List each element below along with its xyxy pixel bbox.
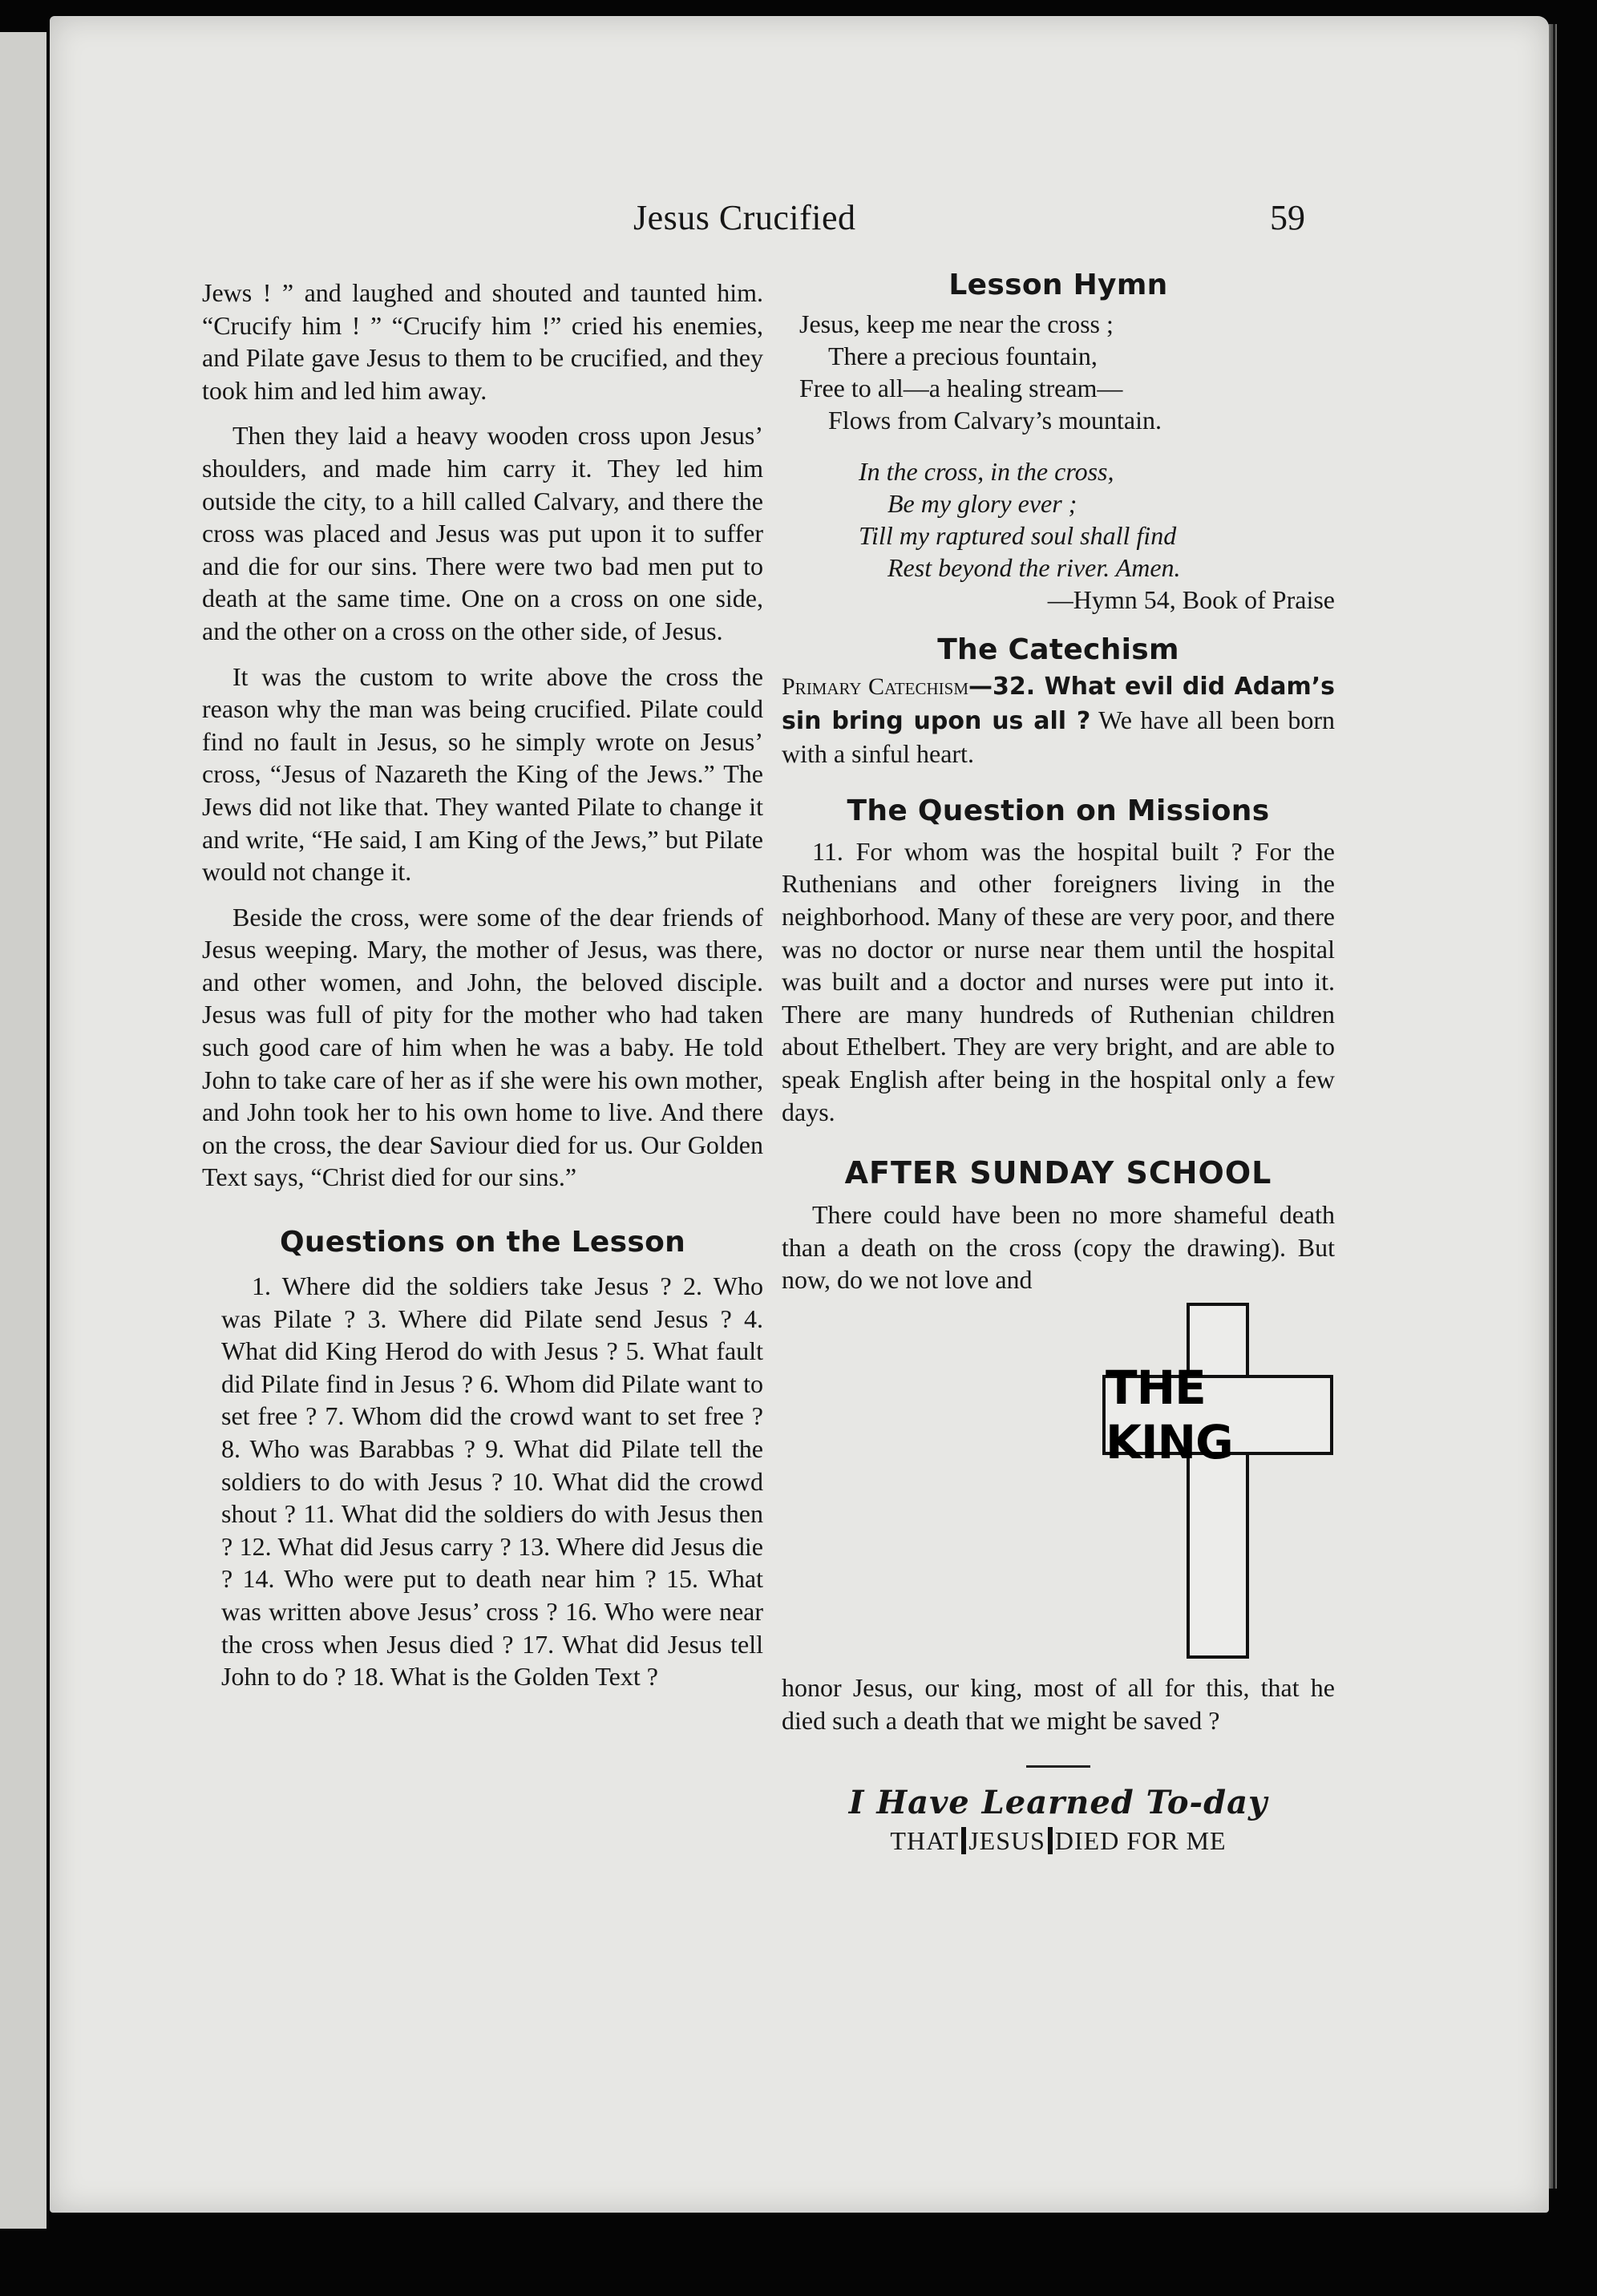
catechism-label: Primary Catechism <box>782 673 969 700</box>
missions-heading: The Question on Missions <box>847 794 1270 827</box>
page-number: 59 <box>1270 198 1305 237</box>
catechism-answer: We have all been born with a sinful heart. <box>782 705 1336 769</box>
running-title: Jesus Crucified <box>633 198 856 237</box>
missions-text: 11. For whom was the hospital built ? For the Ruthenians and other foreigners living in the neighborhood. Many of these are very poor, and there was no doctor or nurse near them until the hospital was built and a doctor and nurses were put into it. There are many hundreds of Ruthenian children about Ethelbert. They are very bright, and are able to speak English after being in the hospital only a few days. <box>782 836 1335 1126</box>
paragraph-3: It was the custom to write above the cross the reason why the man was being crucified. Pilate could find no fault in Jesus, so he simply wrote on Jesus’ cross, “Jesus of Nazareth the King of the Jews.” The Jews did not like that. They wanted Pilate to change it and write, “He said, I am King of the Jews,” but Pilate would not change it. <box>202 661 763 887</box>
learned-line <box>782 1826 1335 1856</box>
chorus-line: Till my raptured soul shall find <box>859 521 1177 550</box>
learned-part-jesus: JESUS <box>968 1826 1045 1856</box>
paragraph-1: Jews ! ” and laughed and shouted and taunted him. “Crucify him ! ” “Crucify him !” cried his enemies, and Pilate gave Jesus to them to be crucified, and they took him and led him away. <box>202 278 763 405</box>
chorus-line: Be my glory ever ; <box>887 489 1077 518</box>
paragraph-2: Then they laid a heavy wooden cross upon Jesus’ shoulders, and made him carry it. They led him outside the city, to a hill called Calvary, and there the cross was placed and Jesus was put upon it to suffer and die for our sins. There were two bad men put to death at the same time. One on a cross on one side, and the other on a cross on the other side, of Jesus. <box>202 421 763 645</box>
questions-heading: Questions on the Lesson <box>279 1226 686 1259</box>
catechism-text <box>782 669 1335 770</box>
learned-part-died: DIED FOR ME <box>1054 1826 1227 1856</box>
paragraph-4: Beside the cross, were some of the dear friends of Jesus weeping. Mary, the mother of Jesus, was there, and other women, and John, the beloved disciple. Jesus was full of pity for the mother who had taken such good care of him when he was a baby. He told John to take care of her as if she were his own mother, and John took her to his own home to live. And there on the cross, the dear Saviour died for us. Our Golden Text says, “Christ died for our sins.” <box>202 902 763 1192</box>
left-column <box>202 277 763 1693</box>
after-text-1: There could have been no more shameful death than a death on the cross (copy the drawing). But now, do we not love and <box>782 1200 1335 1295</box>
divider <box>1026 1765 1090 1768</box>
hymn-line: Jesus, keep me near the cross ; <box>799 309 1114 338</box>
catechism-question: —32. What evil did Adam’s sin bring upon us all ? <box>782 673 1335 735</box>
hymn-credit: —Hymn 54, Book of Praise <box>1047 585 1335 614</box>
cross-upright <box>1187 1303 1249 1659</box>
after-sunday-school-heading: AFTER SUNDAY SCHOOL <box>844 1155 1272 1191</box>
cross-label: THE KING <box>1106 1360 1233 1469</box>
hymn-line: Flows from Calvary’s mountain. <box>828 406 1162 435</box>
questions-text: 1. Where did the soldiers take Jesus ? 2. Who was Pilate ? 3. Where did Pilate send Jesus ? 4. What did King Herod do with Jesus ? 5. What fault did Pilate find in Jesus ? 6. Whom did Pilate want to set free ? 7. Whom did the crowd want to set free ? 8. Who was Barabbas ? 9. What did Pilate tell the soldiers to do with Jesus ? 10. What did the crowd shout ? 11. What did the soldiers do with Jesus then ? 12. What did Jesus carry ? 13. Where did Jesus die ? 14. Who were put to death near him ? 15. What was written above Jesus’ cross ? 16. Who were near the cross when Jesus died ? 17. What did Jesus tell John to do ? 18. What is the Golden Text ? <box>221 1271 763 1692</box>
learned-part-that: THAT <box>890 1826 960 1856</box>
previous-page-edge <box>0 32 46 2229</box>
hymn-line: Free to all—a healing stream— <box>799 374 1123 402</box>
cross-drawing <box>782 1303 1335 1671</box>
chorus-line: In the cross, in the cross, <box>859 457 1114 486</box>
hymn-heading: Lesson Hymn <box>948 269 1168 301</box>
learned-heading: I Have Learned To-day <box>848 1784 1268 1822</box>
separator-mark <box>1048 1827 1053 1854</box>
separator-mark <box>961 1827 966 1854</box>
hymn-line: There a precious fountain, <box>828 342 1098 370</box>
after-text-2: honor Jesus, our king, most of all for this, that he died such a death that we might be saved ? <box>782 1672 1335 1735</box>
right-column <box>782 269 1335 1856</box>
chorus-line: Rest beyond the river. Amen. <box>887 553 1181 582</box>
catechism-heading: The Catechism <box>937 633 1179 666</box>
cross-sign <box>1102 1360 1333 1469</box>
